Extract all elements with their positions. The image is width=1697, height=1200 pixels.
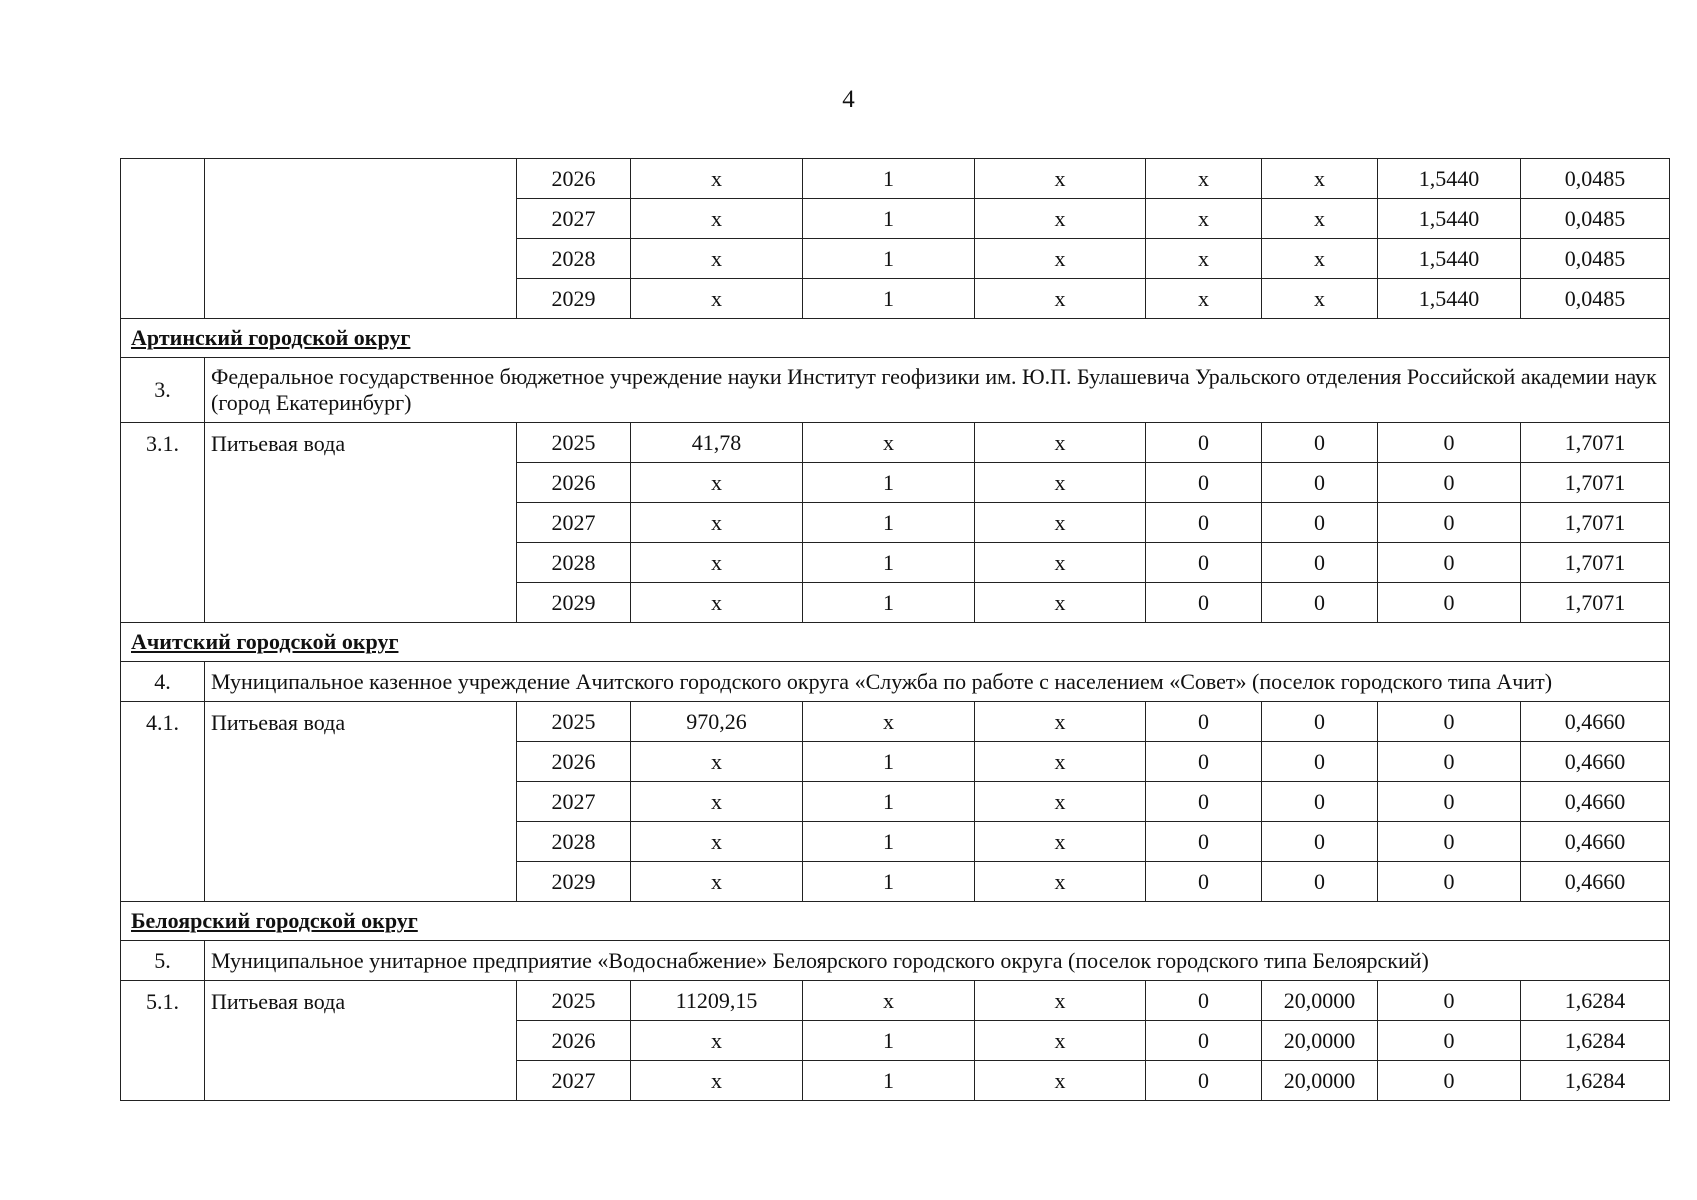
value-cell: 1,6284 — [1521, 1061, 1670, 1101]
value-cell: 970,26 — [631, 702, 803, 742]
value-cell: 20,0000 — [1262, 1061, 1378, 1101]
value-cell: х — [803, 981, 975, 1021]
value-cell: х — [631, 862, 803, 902]
value-cell: х — [975, 981, 1146, 1021]
table-row — [121, 159, 1670, 199]
value-cell: 1 — [803, 583, 975, 623]
value-cell: 0 — [1378, 782, 1521, 822]
table-row — [121, 423, 1670, 463]
value-cell: 20,0000 — [1262, 1021, 1378, 1061]
organization-row — [121, 358, 1670, 423]
region-heading: Артинский городской округ — [121, 319, 1670, 358]
value-cell: х — [1146, 239, 1262, 279]
year-cell: 2026 — [517, 463, 631, 503]
value-cell: х — [1146, 159, 1262, 199]
value-cell: 1,5440 — [1378, 159, 1521, 199]
value-cell: 11209,15 — [631, 981, 803, 1021]
value-cell: 0 — [1378, 543, 1521, 583]
value-cell: 41,78 — [631, 423, 803, 463]
organization-row — [121, 941, 1670, 981]
value-cell: 0 — [1146, 981, 1262, 1021]
value-cell: 0 — [1262, 702, 1378, 742]
organization-row — [121, 662, 1670, 702]
value-cell: х — [975, 279, 1146, 319]
value-cell: 0,4660 — [1521, 702, 1670, 742]
organization-name: Муниципальное унитарное предприятие «Водоснабжение» Белоярского городского округа (поселок городского типа Белоярский) — [205, 941, 1670, 981]
value-cell: 0 — [1378, 1021, 1521, 1061]
value-cell: 0 — [1146, 702, 1262, 742]
value-cell: 0 — [1378, 702, 1521, 742]
organization-number: 5. — [121, 941, 205, 981]
value-cell: 1,7071 — [1521, 583, 1670, 623]
value-cell: 1,5440 — [1378, 239, 1521, 279]
table-row — [121, 981, 1670, 1021]
value-cell: х — [975, 862, 1146, 902]
number-cell — [121, 159, 205, 319]
value-cell: х — [975, 543, 1146, 583]
item-name: Питьевая вода — [205, 423, 517, 623]
value-cell: 0,4660 — [1521, 782, 1670, 822]
value-cell: 0,4660 — [1521, 742, 1670, 782]
year-cell: 2028 — [517, 822, 631, 862]
value-cell: х — [631, 503, 803, 543]
organization-name: Муниципальное казенное учреждение Ачитского городского округа «Служба по работе с населением «Совет» (поселок городского типа Ачит) — [205, 662, 1670, 702]
value-cell: 1 — [803, 1021, 975, 1061]
value-cell: 0 — [1378, 822, 1521, 862]
value-cell: х — [975, 742, 1146, 782]
value-cell: х — [631, 742, 803, 782]
value-cell: х — [631, 199, 803, 239]
table-row — [121, 702, 1670, 742]
value-cell: х — [803, 423, 975, 463]
value-cell: 0 — [1378, 463, 1521, 503]
value-cell: х — [975, 782, 1146, 822]
year-cell: 2029 — [517, 862, 631, 902]
value-cell: х — [975, 159, 1146, 199]
value-cell: х — [975, 239, 1146, 279]
value-cell: 1 — [803, 503, 975, 543]
value-cell: х — [631, 239, 803, 279]
value-cell: х — [631, 463, 803, 503]
value-cell: 1,7071 — [1521, 543, 1670, 583]
value-cell: 1,5440 — [1378, 279, 1521, 319]
value-cell: х — [631, 279, 803, 319]
year-cell: 2025 — [517, 702, 631, 742]
value-cell: х — [1262, 199, 1378, 239]
name-cell — [205, 159, 517, 319]
value-cell: 1 — [803, 239, 975, 279]
value-cell: х — [975, 423, 1146, 463]
year-cell: 2027 — [517, 503, 631, 543]
value-cell: 0 — [1146, 1061, 1262, 1101]
value-cell: 0,0485 — [1521, 239, 1670, 279]
value-cell: 0 — [1146, 1021, 1262, 1061]
value-cell: 1,6284 — [1521, 981, 1670, 1021]
value-cell: х — [631, 543, 803, 583]
year-cell: 2025 — [517, 423, 631, 463]
value-cell: 0 — [1262, 742, 1378, 782]
organization-number: 3. — [121, 358, 205, 423]
year-cell: 2026 — [517, 159, 631, 199]
value-cell: 0,0485 — [1521, 199, 1670, 239]
value-cell: 0 — [1146, 822, 1262, 862]
region-row — [121, 623, 1670, 662]
value-cell: 0 — [1262, 822, 1378, 862]
year-cell: 2027 — [517, 1061, 631, 1101]
region-row — [121, 902, 1670, 941]
value-cell: 0 — [1262, 583, 1378, 623]
value-cell: 1,6284 — [1521, 1021, 1670, 1061]
value-cell: х — [631, 159, 803, 199]
value-cell: 1 — [803, 463, 975, 503]
organization-number: 4. — [121, 662, 205, 702]
value-cell: 0 — [1262, 423, 1378, 463]
value-cell: х — [975, 702, 1146, 742]
year-cell: 2025 — [517, 981, 631, 1021]
value-cell: х — [1146, 279, 1262, 319]
value-cell: 0 — [1262, 543, 1378, 583]
value-cell: 0 — [1146, 862, 1262, 902]
value-cell: 1 — [803, 862, 975, 902]
year-cell: 2029 — [517, 279, 631, 319]
value-cell: х — [1262, 159, 1378, 199]
value-cell: 1 — [803, 822, 975, 862]
value-cell: 0 — [1146, 423, 1262, 463]
value-cell: 0 — [1262, 782, 1378, 822]
value-cell: 0 — [1262, 862, 1378, 902]
value-cell: х — [975, 463, 1146, 503]
value-cell: 1,7071 — [1521, 423, 1670, 463]
year-cell: 2026 — [517, 1021, 631, 1061]
value-cell: х — [1146, 199, 1262, 239]
region-heading: Ачитский городской округ — [121, 623, 1670, 662]
value-cell: 0,4660 — [1521, 822, 1670, 862]
value-cell: х — [1262, 279, 1378, 319]
organization-name: Федеральное государственное бюджетное учреждение науки Институт геофизики им. Ю.П. Булашевича Уральского отделения Российской академии наук (город Екатеринбург) — [205, 358, 1670, 423]
value-cell: 0 — [1378, 1061, 1521, 1101]
year-cell: 2027 — [517, 199, 631, 239]
value-cell: 1,7071 — [1521, 503, 1670, 543]
value-cell: х — [975, 1061, 1146, 1101]
value-cell: 0 — [1378, 981, 1521, 1021]
item-number: 3.1. — [121, 423, 205, 623]
item-name: Питьевая вода — [205, 981, 517, 1101]
value-cell: х — [631, 1021, 803, 1061]
value-cell: 0,4660 — [1521, 862, 1670, 902]
value-cell: х — [975, 503, 1146, 543]
page-number: 4 — [842, 86, 855, 113]
value-cell: 20,0000 — [1262, 981, 1378, 1021]
value-cell: 1,7071 — [1521, 463, 1670, 503]
value-cell: 1 — [803, 543, 975, 583]
value-cell: 0 — [1146, 543, 1262, 583]
value-cell: х — [1262, 239, 1378, 279]
item-name: Питьевая вода — [205, 702, 517, 902]
value-cell: 1 — [803, 782, 975, 822]
item-number: 5.1. — [121, 981, 205, 1101]
year-cell: 2029 — [517, 583, 631, 623]
value-cell: 1 — [803, 742, 975, 782]
value-cell: 0,0485 — [1521, 279, 1670, 319]
value-cell: 1 — [803, 159, 975, 199]
region-heading: Белоярский городской округ — [121, 902, 1670, 941]
year-cell: 2027 — [517, 782, 631, 822]
value-cell: 0 — [1378, 503, 1521, 543]
value-cell: 1 — [803, 199, 975, 239]
tariff-table — [120, 158, 1670, 1101]
value-cell: 0 — [1262, 503, 1378, 543]
year-cell: 2028 — [517, 239, 631, 279]
region-row — [121, 319, 1670, 358]
value-cell: 0,0485 — [1521, 159, 1670, 199]
value-cell: 0 — [1378, 742, 1521, 782]
value-cell: 1 — [803, 279, 975, 319]
value-cell: 0 — [1146, 742, 1262, 782]
value-cell: 0 — [1146, 782, 1262, 822]
year-cell: 2028 — [517, 543, 631, 583]
value-cell: х — [803, 702, 975, 742]
value-cell: х — [631, 583, 803, 623]
value-cell: 0 — [1146, 463, 1262, 503]
value-cell: 0 — [1378, 423, 1521, 463]
value-cell: 0 — [1262, 463, 1378, 503]
value-cell: 0 — [1378, 862, 1521, 902]
value-cell: 1 — [803, 1061, 975, 1101]
value-cell: х — [631, 1061, 803, 1101]
item-number: 4.1. — [121, 702, 205, 902]
value-cell: 0 — [1146, 503, 1262, 543]
value-cell: 0 — [1378, 583, 1521, 623]
year-cell: 2026 — [517, 742, 631, 782]
value-cell: х — [631, 822, 803, 862]
value-cell: х — [975, 1021, 1146, 1061]
value-cell: х — [631, 782, 803, 822]
value-cell: х — [975, 583, 1146, 623]
value-cell: х — [975, 199, 1146, 239]
value-cell: 0 — [1146, 583, 1262, 623]
value-cell: 1,5440 — [1378, 199, 1521, 239]
value-cell: х — [975, 822, 1146, 862]
